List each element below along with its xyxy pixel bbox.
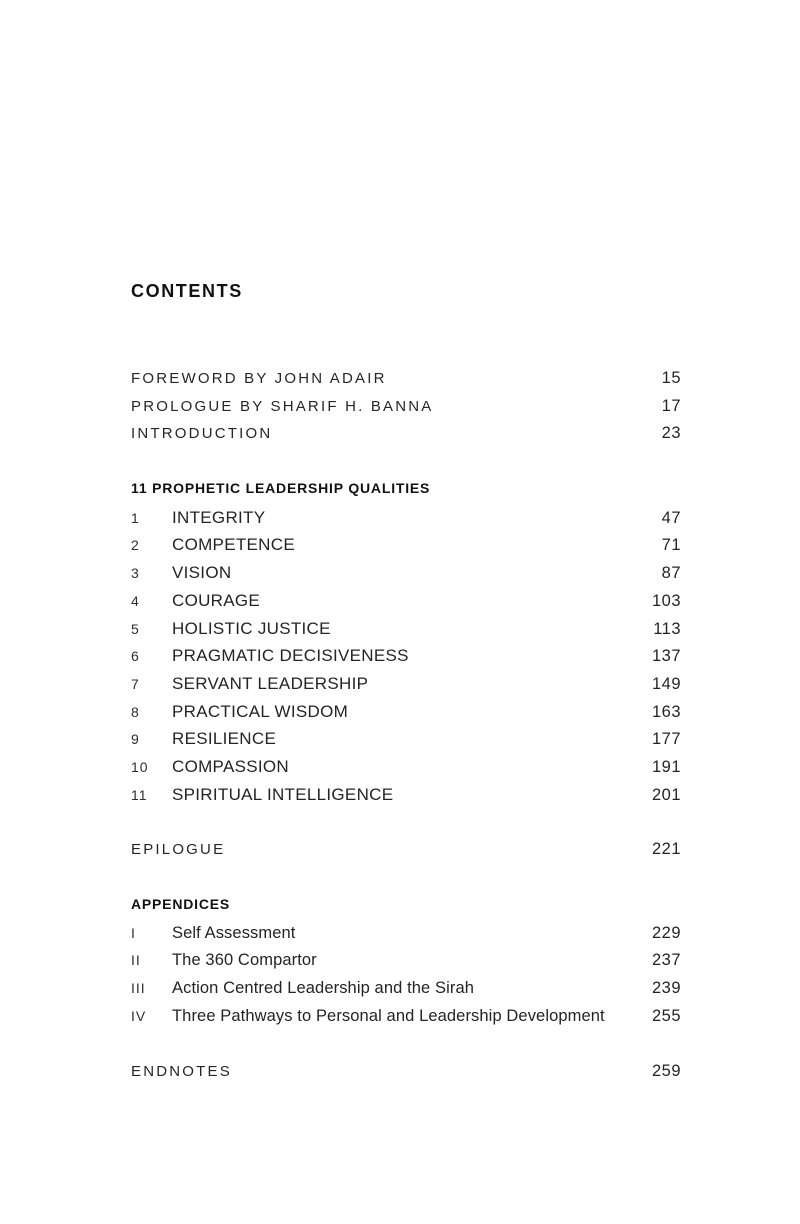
toc-chapter-row: [131, 646, 681, 674]
toc-entry-label: INTRODUCTION: [131, 425, 273, 443]
appendix-numeral: I: [131, 924, 136, 941]
toc-entry-page: 259: [651, 1062, 681, 1081]
toc-chapter-row: [131, 729, 681, 757]
appendix-numeral: IV: [131, 1007, 147, 1024]
chapter-page: 191: [651, 757, 681, 776]
chapter-title: HOLISTIC JUSTICE: [172, 618, 331, 638]
chapter-page: 71: [661, 536, 681, 555]
chapter-number: 6: [131, 648, 140, 665]
chapter-title: COMPASSION: [172, 756, 289, 776]
toc-entry-introduction: [131, 424, 681, 452]
contents-column: [131, 281, 681, 1090]
appendix-title: Three Pathways to Personal and Leadership Development: [172, 1006, 605, 1025]
appendix-title: The 360 Compartor: [172, 951, 317, 970]
chapter-page: 149: [651, 674, 681, 693]
toc-chapter-row: [131, 785, 681, 813]
chapter-number: 4: [131, 592, 140, 609]
toc-entry-label: EPILOGUE: [131, 841, 226, 859]
toc-appendix-row: [131, 951, 681, 979]
toc-appendix-row: [131, 1007, 681, 1035]
toc-entry-page: 17: [661, 396, 681, 415]
chapter-number: 3: [131, 565, 140, 582]
chapter-title: SPIRITUAL INTELLIGENCE: [172, 784, 394, 804]
chapter-number: 2: [131, 537, 140, 554]
chapter-title: PRACTICAL WISDOM: [172, 701, 349, 721]
chapter-title: COURAGE: [172, 590, 261, 610]
toc-chapter-row: [131, 674, 681, 702]
toc-entry-page: 221: [651, 840, 681, 859]
chapter-number: 9: [131, 731, 140, 748]
appendix-page: 239: [651, 979, 681, 998]
toc-entry-epilogue: [131, 840, 681, 868]
appendix-numeral: III: [131, 980, 146, 997]
chapter-page: 177: [651, 730, 681, 749]
chapter-title: SERVANT LEADERSHIP: [172, 673, 369, 693]
chapter-number: 7: [131, 675, 140, 692]
chapter-page: 87: [661, 564, 681, 583]
appendix-page: 229: [651, 923, 681, 942]
appendices-section-heading-row: [131, 896, 681, 924]
toc-appendix-row: [131, 924, 681, 952]
chapter-title: PRAGMATIC DECISIVENESS: [172, 646, 409, 666]
chapter-page: 201: [651, 785, 681, 804]
appendix-numeral: II: [131, 952, 141, 969]
toc-chapter-row: [131, 535, 681, 563]
chapter-number: 8: [131, 703, 140, 720]
chapter-page: 163: [651, 702, 681, 721]
chapter-number: 11: [131, 786, 148, 803]
chapter-title: VISION: [172, 563, 232, 583]
toc-entry-label: ENDNOTES: [131, 1063, 232, 1081]
chapter-page: 137: [651, 647, 681, 666]
appendix-title: Self Assessment: [172, 923, 296, 942]
toc-appendix-row: [131, 979, 681, 1007]
appendices-section-heading: APPENDICES: [131, 896, 231, 912]
chapters-section-heading: 11 PROPHETIC LEADERSHIP QUALITIES: [131, 480, 431, 497]
chapter-page: 47: [661, 508, 681, 527]
toc-chapter-row: [131, 619, 681, 647]
page-title: CONTENTS: [131, 281, 243, 301]
appendix-title: Action Centred Leadership and the Sirah: [172, 979, 475, 998]
chapter-number: 10: [131, 758, 149, 775]
toc-chapter-row: [131, 757, 681, 785]
chapter-title: RESILIENCE: [172, 729, 277, 749]
toc-chapter-row: [131, 563, 681, 591]
appendix-page: 237: [651, 951, 681, 970]
chapter-title: COMPETENCE: [172, 535, 295, 555]
toc-entry-endnotes: [131, 1062, 681, 1090]
toc-entry-page: 23: [661, 424, 681, 443]
chapter-number: 1: [131, 509, 140, 526]
chapter-title: INTEGRITY: [172, 507, 266, 527]
toc-entry-page: 15: [661, 369, 681, 387]
toc-entry-label: FOREWORD BY JOHN ADAIR: [131, 370, 387, 387]
toc-chapter-row: [131, 508, 681, 536]
chapter-number: 5: [131, 620, 140, 637]
toc-entry-label: PROLOGUE BY SHARIF H. BANNA: [131, 397, 434, 415]
chapter-page: 103: [651, 591, 681, 610]
toc-entry-foreword: [131, 369, 681, 397]
appendix-page: 255: [651, 1006, 681, 1025]
toc-entry-prologue: [131, 397, 681, 425]
chapters-section-heading-row: [131, 480, 681, 508]
chapter-page: 113: [653, 619, 681, 638]
toc-chapter-row: [131, 702, 681, 730]
toc-chapter-row: [131, 591, 681, 619]
